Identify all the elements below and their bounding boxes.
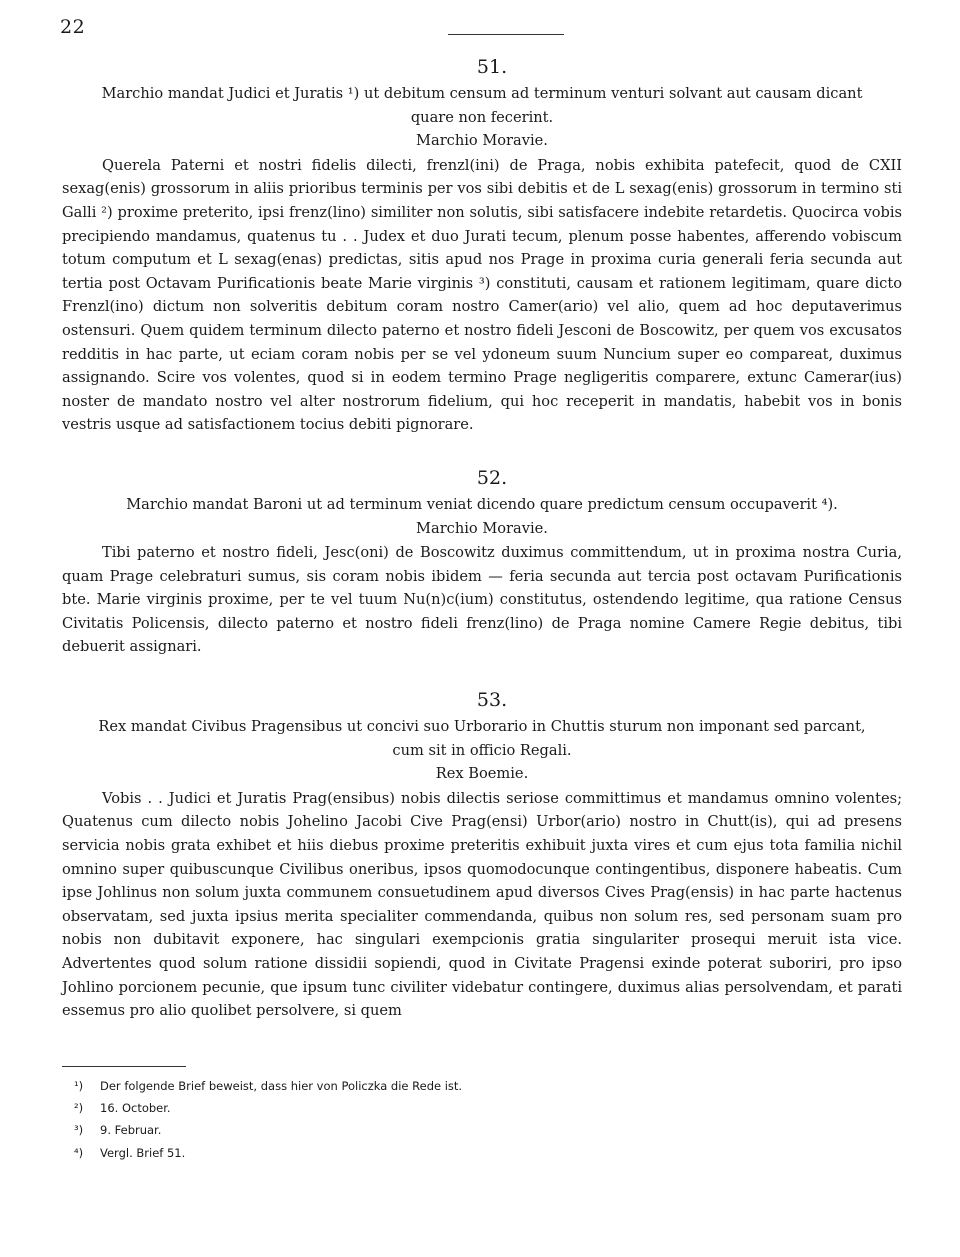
document-number: 53.: [476, 689, 508, 712]
header-rule: [448, 34, 564, 35]
footnote-text: 16. October.: [100, 1101, 171, 1116]
footnote-mark: ¹): [74, 1079, 84, 1093]
document-sender: Rex Boemie.: [435, 765, 529, 783]
document-number: 51.: [476, 56, 508, 78]
document-text: Tibi paterno et nostro fideli, Jesc(oni) de Boscowitz duximus committendum, ut in proxima nostra Curia, quam Prage celebraturi sumus, sis coram nobis ibidem — feria secunda aut tercia post octavam Purificationis bte. Marie virginis proxime, per te vel tuum Nu(n)c(ium) constitutus, ostendendo legitime, qua ratione Census Civitatis Policensis, dilecto paterno et nostro fideli frenz(lino) de Praga nomine Camere Regie debitus, tibi debuerit assignari.: [62, 544, 902, 656]
document-text: Vobis . . Judici et Juratis Prag(ensibus) nobis dilectis seriose committimus et mandamus omnino volentes; Quatenus cum dilecto nobis Johelino Jacobi Cive Prag(ensi) Urbor(ario) nostro in Chutt(is), qui ad presens servicia nobis grata exhibet et hiis diebus proxime preteritis exhibuit juxta vires et cum ejus tota familia nichil omnino super quibuscunque Civilibus oneribus, ipsos quomodocunque contingentibus, disponere habeatis. Cum ipse Johlinus non solum juxta communem consuetudinem apud diversos Cives Prag(ensis) in hac parte hactenus observatam, sed juxta ipsius merita specialiter commendanda, quibus non solum res, sed personam suam pro nobis non dubitavit exponere, hac singulari exempcionis gratia singulariter prosequi meruit ista vice. Advertentes quod solum ratione dissidii sopiendi, quod in Civitate Pragensi exinde poterat suboriri, pro ipso Johlino porcionem pecunie, que ipsum tunc civiliter videbatur contingere, duximus alias persolvendam, et parati essemus pro alio quolibet persolvere, si quem: [62, 789, 902, 1020]
footnote: [74, 1142, 474, 1164]
footnote-text: 9. Februar.: [100, 1123, 162, 1138]
page-body: [62, 50, 902, 1023]
document-rubric: Marchio mandat Baroni ut ad terminum veniat dicendo quare predictum censum occupaverit ⁴).: [126, 495, 838, 513]
document-rubric: Rex mandat Civibus Pragensibus ut concivi suo Urborario in Chuttis sturum non imponant sed parcant, cum sit in officio Regali.: [98, 718, 866, 759]
section-gap: [62, 437, 902, 461]
page-number: 22: [60, 16, 86, 38]
document-rubric: Marchio mandat Judici et Juratis ¹) ut debitum censum ad terminum venturi solvant aut causam dicant quare non fecerint.: [101, 85, 863, 126]
footnote-text: Der folgende Brief beweist, dass hier von Policzka die Rede ist.: [100, 1079, 463, 1093]
footnote-mark: ⁴): [74, 1145, 84, 1160]
footnotes: [74, 1075, 474, 1164]
footnote-mark: ³): [74, 1123, 84, 1138]
footnote-mark: ²): [74, 1101, 84, 1116]
footnote: [74, 1075, 474, 1097]
document-52: [62, 465, 902, 659]
document-51: [62, 54, 902, 437]
document-number: 52.: [476, 466, 508, 489]
document-text: Querela Paterni et nostri fidelis dilecti, frenzl(ini) de Praga, nobis exhibita patefecit, quod de CXII sexag(enis) grossorum in aliis prioribus terminis per vos sibi debitis et de L sexag(enis) grossorum in termino sti Galli ²) proxime preterito, ipsi frenz(lino) similiter non solutis, sibi satisfacere indebite retardetis. Quocirca vobis precipiendo mandamus, quatenus tu . . Judex et duo Jurati tecum, plenum posse habentes, afferendo vobiscum totum computum et L sexag(enas) predictas, sitis apud nos Prage in proxima curia generali feria secunda aut tertia post Octavam Purificationis beate Marie virginis ³) constituti, causam et rationem legitimam, quare dicto Frenzl(ino) dictum non solveritis debitum coram nostro Camer(ario) vel alio, quem ad hoc deputaverimus ostensuri. Quem quidem terminum dilecto paterno et nostro fideli Jesconi de Boscowitz, per quem vos excusatos redditis in hac parte, ut eciam coram nobis per se vel ydoneum suum Nuncium super eo compareat, duximus assignando. Scire vos volentes, quod si in eodem termino Prage negligeritis comparere, extunc Camerar(ius) noster de mandato nostro vel alter nostrorum fidelium, qui hoc receperit in mandatis, habebit vos in bonis vestris usque ad satisfactionem tocius debiti pignorare.: [62, 156, 902, 434]
document-sender: Marchio Moravie.: [416, 132, 548, 150]
footnote: [74, 1119, 474, 1141]
footnote-rule: [62, 1066, 186, 1067]
document-53: [62, 687, 902, 1023]
section-gap: [62, 659, 902, 683]
document-sender: Marchio Moravie.: [416, 519, 548, 537]
footnote: [74, 1097, 474, 1119]
footnote-text: Vergl. Brief 51.: [100, 1145, 186, 1160]
